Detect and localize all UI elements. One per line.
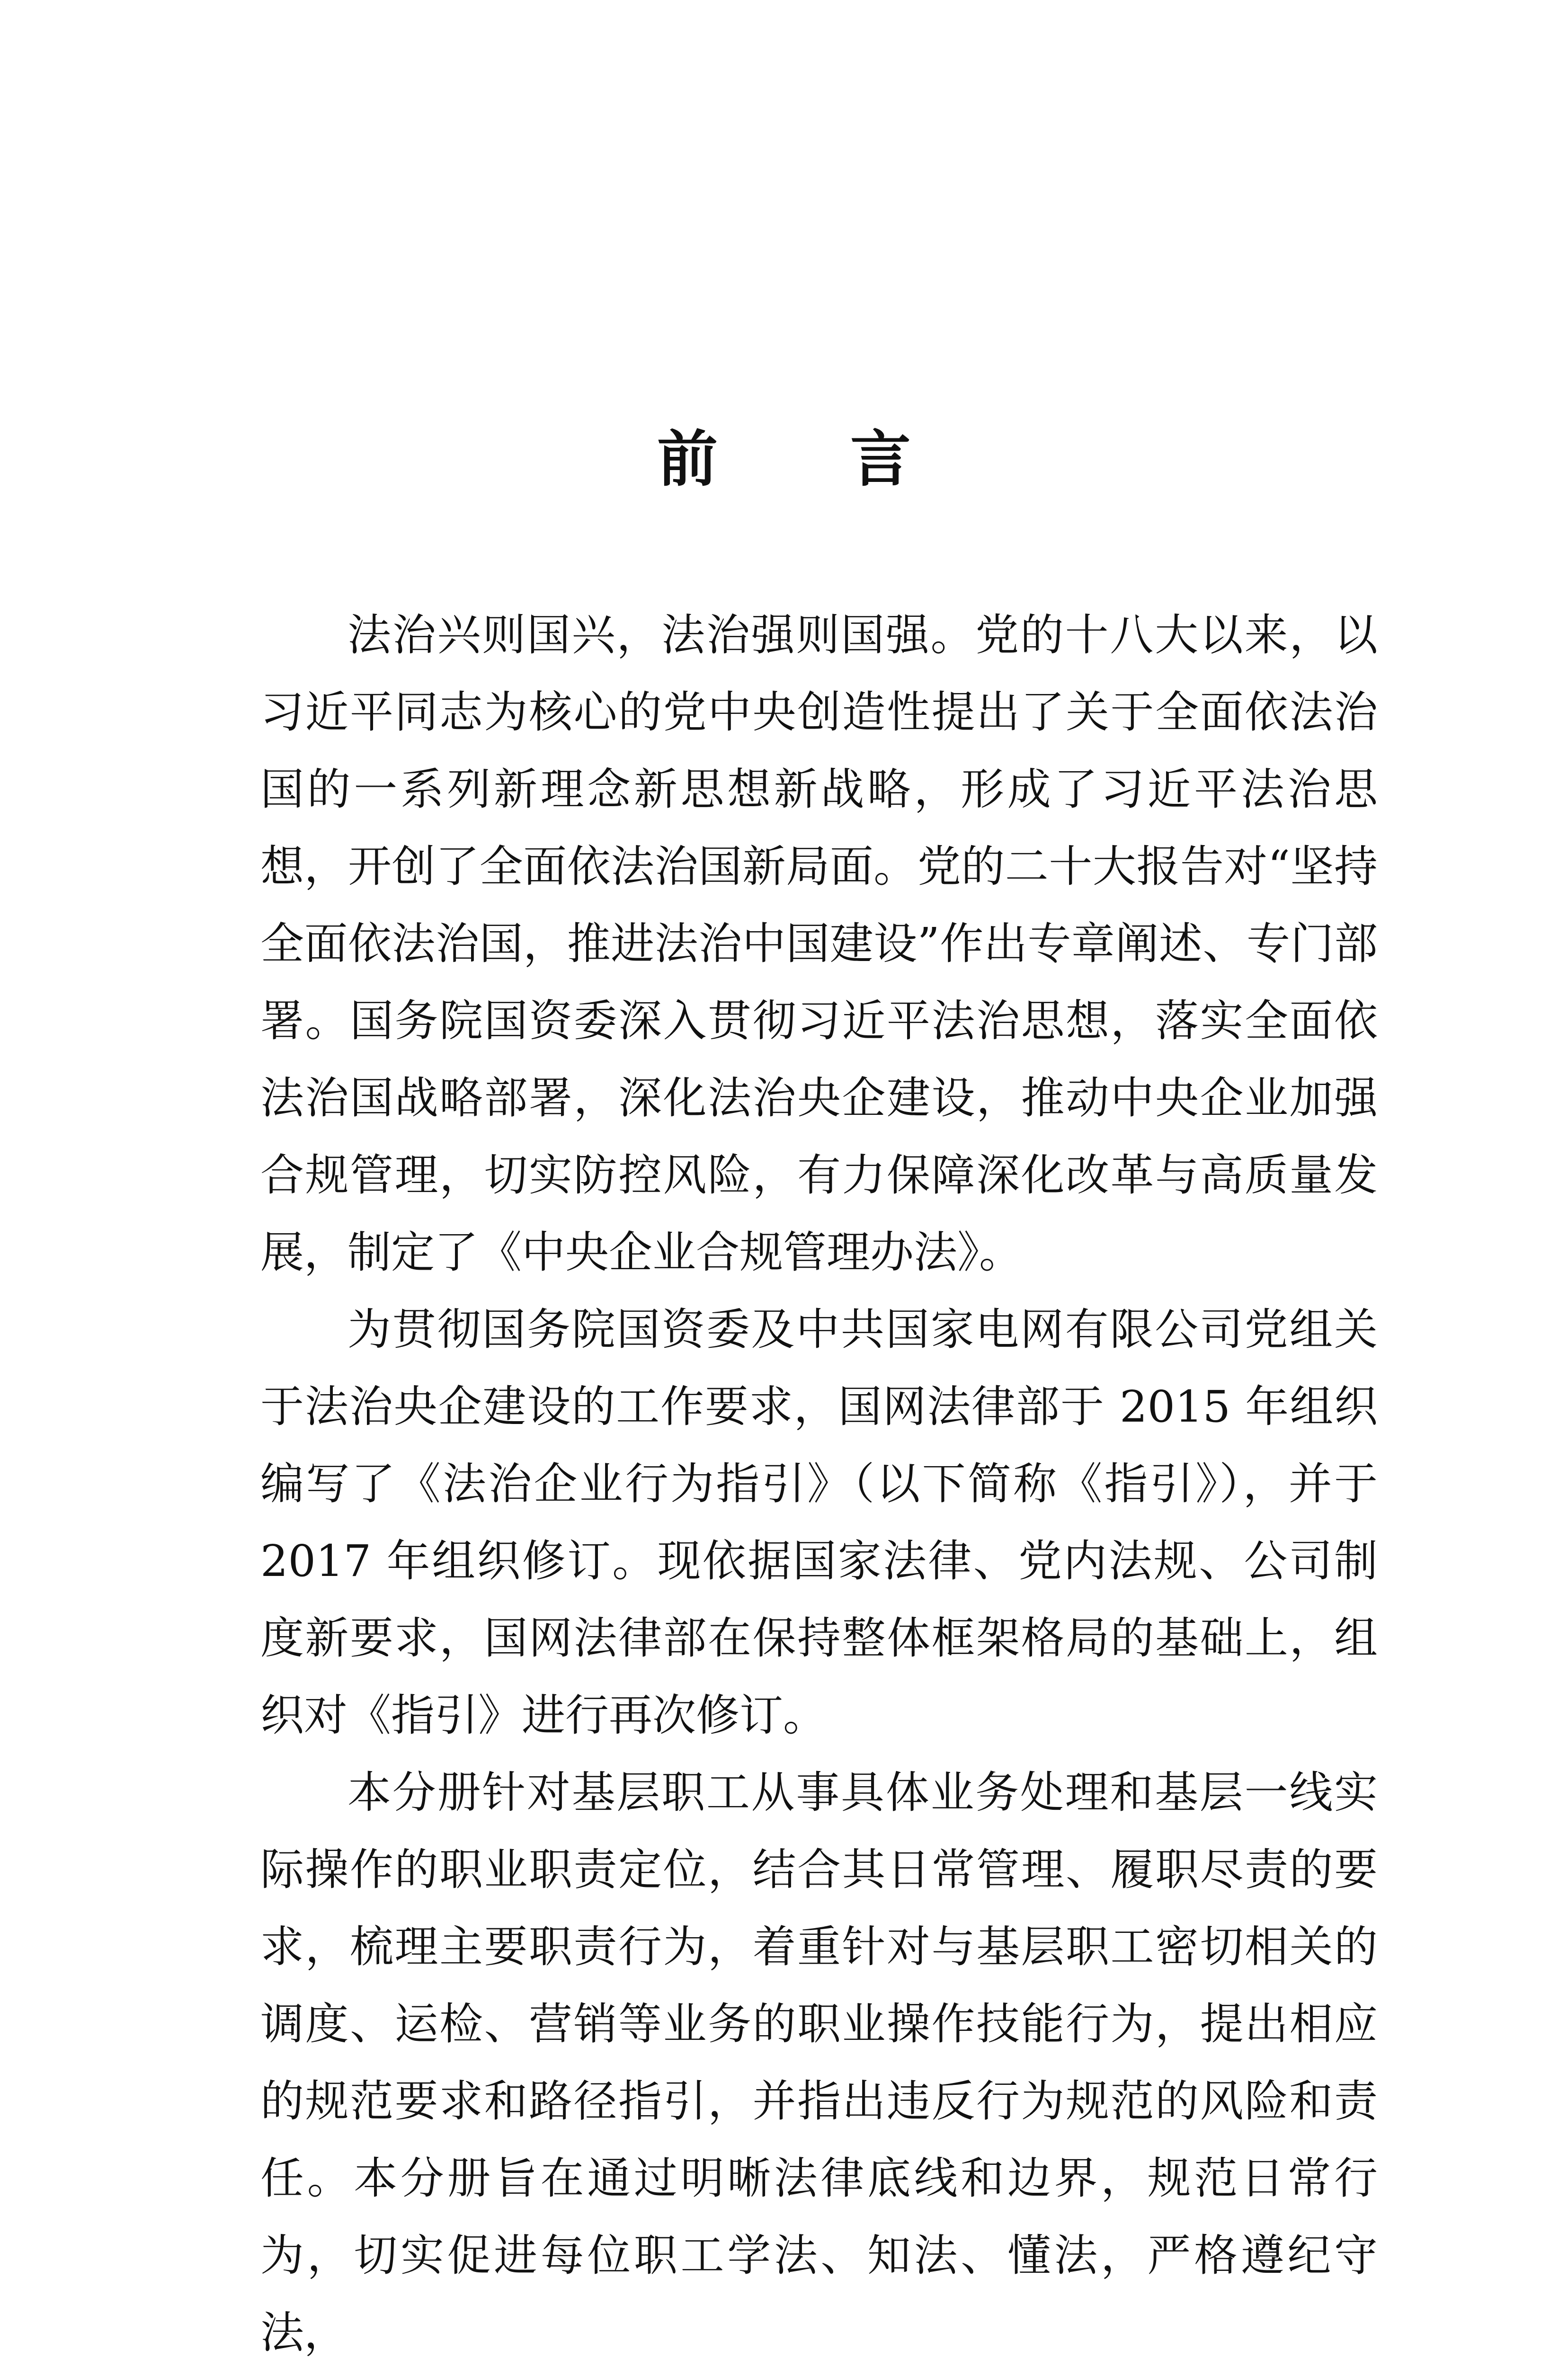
title-char-2: 言 <box>850 424 911 495</box>
paragraph-3: 本分册针对基层职工从事具体业务处理和基层一线实际操作的职业职责定位，结合其日常管理、履职尽责的要求，梳理主要职责行为，着重针对与基层职工密切相关的调度、运检、营销等业务的职业操作技能行为，提出相应的规范要求和路径指引，并指出违反行为规范的风险和责任。本分册旨在通过明晰法律底线和边界，规范日常行为，切实促进每位职工学法、知法、懂法，严格遵纪守法， <box>260 1767 1378 2358</box>
paragraph-1: 法治兴则国兴，法治强则国强。党的十八大以来，以习近平同志为核心的党中央创造性提出了关于全面依法治国的一系列新理念新思想新战略，形成了习近平法治思想，开创了全面依法治国新局面。党的二十大报告对“坚持全面依法治国，推进法治中国建设”作出专章阐述、专门部署。国务院国资委深入贯彻习近平法治思想，落实全面依法治国战略部署，深化法治央企建设，推动中央企业加强合规管理，切实防控风险，有力保障深化改革与高质量发展，制定了《中央企业合规管理办法》。 <box>260 610 1378 1278</box>
body-text <box>260 596 1378 2367</box>
paragraph-2: 为贯彻国务院国资委及中共国家电网有限公司党组关于法治央企建设的工作要求，国网法律部于 2015 年组织编写了《法治企业行为指引》（以下简称《指引》），并于 2017 年组织修订。现依据国家法律、党内法规、公司制度新要求，国网法律部在保持整体框架格局的基础上，组织对《指引》进行再次修订。 <box>260 1304 1378 1741</box>
title-char-1: 前 <box>657 424 718 495</box>
page-title <box>0 417 1568 502</box>
